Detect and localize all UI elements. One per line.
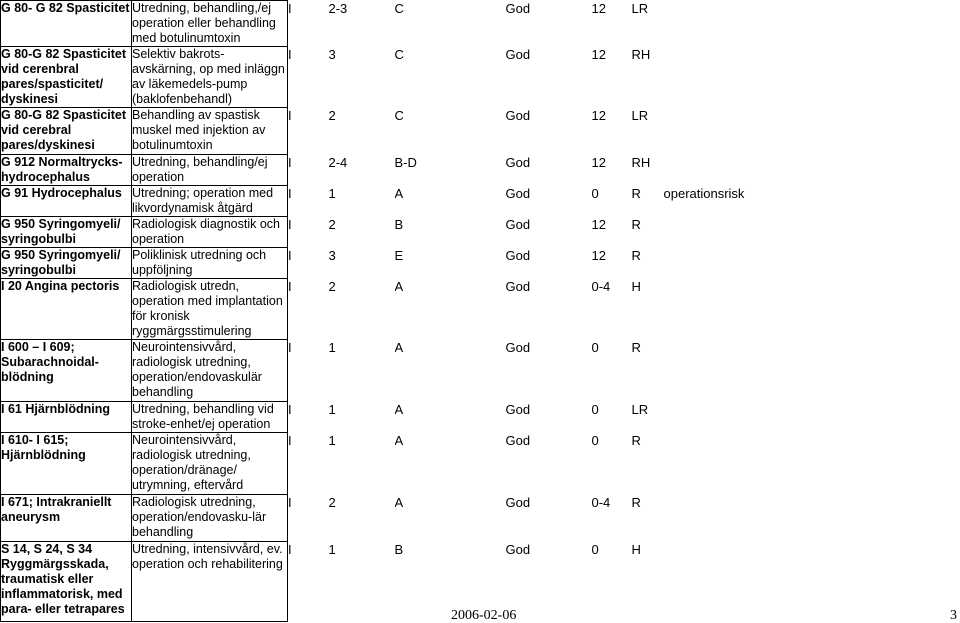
value-cell-4: God xyxy=(505,541,531,557)
value-cell-4: God xyxy=(505,278,531,294)
value-cell-1: I xyxy=(288,432,292,448)
value-cell-3: A xyxy=(394,278,404,294)
treatment-cell: Utredning, behandling,/ej operation eller behandling med botulinumtoxin xyxy=(132,1,288,47)
value-cell-4: God xyxy=(505,247,531,263)
value-cell-5: 12 xyxy=(591,107,606,123)
value-cell-5: 0-4 xyxy=(591,278,611,294)
value-cell-4: God xyxy=(505,185,531,201)
treatment-cell: Selektiv bakrots-avskärning, op med inläggn av läkemedels-pump (baklofenbehandl) xyxy=(132,47,288,108)
comment-cell xyxy=(664,402,774,433)
value-cell-1: I xyxy=(288,107,292,123)
diagnosis-code-cell: G 80-G 82 Spasticitet vid cerebral pares/dyskinesi xyxy=(1,108,132,155)
treatment-cell: Utredning, behandling/ej operation xyxy=(132,155,288,186)
value-cell-6: LR xyxy=(631,401,649,417)
comment-cell xyxy=(664,217,774,248)
value-cell-6: RH xyxy=(631,154,651,170)
value-cell-4: God xyxy=(505,432,531,448)
value-cell-2: 2-4 xyxy=(328,154,348,170)
treatment-cell: Utredning, behandling vid stroke-enhet/ej operation xyxy=(132,402,288,433)
value-cell-2: 2-3 xyxy=(328,0,348,16)
value-cell-2: 1 xyxy=(328,541,336,557)
value-cell-5: 0 xyxy=(591,432,599,448)
value-cell-6: H xyxy=(631,278,641,294)
value-cell-5: 0-4 xyxy=(591,494,611,510)
value-cell-3: C xyxy=(394,0,404,16)
treatment-cell: Neurointensivvård, radiologisk utredning, operation/endovaskulär behandling xyxy=(132,340,288,402)
table-row xyxy=(1,340,774,402)
table-row xyxy=(1,402,774,433)
treatment-cell: Utredning, intensivvård, ev. operation och rehabilitering xyxy=(132,542,288,622)
value-cell-6: R xyxy=(631,432,641,448)
table-row xyxy=(1,1,774,47)
value-cell-6: LR xyxy=(631,107,649,123)
value-cell-2: 2 xyxy=(328,107,336,123)
value-cell-1: I xyxy=(288,185,292,201)
diagnosis-code-cell: I 61 Hjärnblödning xyxy=(1,402,132,433)
treatment-cell: Radiologisk utredning, operation/endovasku-lär behandling xyxy=(132,495,288,542)
table-row xyxy=(1,495,774,542)
treatment-cell: Behandling av spastisk muskel med injektion av botulinumtoxin xyxy=(132,108,288,155)
treatment-cell: Utredning; operation med likvordynamisk åtgärd xyxy=(132,186,288,217)
value-cell-3: A xyxy=(394,401,404,417)
value-cell-4: God xyxy=(505,494,531,510)
comment-cell xyxy=(664,340,774,402)
value-cell-3: E xyxy=(394,247,404,263)
diagnosis-code-cell: G 950 Syringomyeli/ syringobulbi xyxy=(1,248,132,279)
value-cell-4: God xyxy=(505,339,531,355)
comment-cell xyxy=(664,155,774,186)
value-cell-5: 12 xyxy=(591,247,606,263)
table-row xyxy=(1,433,774,495)
value-cell-2: 2 xyxy=(328,216,336,232)
value-cell-5: 12 xyxy=(591,46,606,62)
table-row xyxy=(1,155,774,186)
comment-cell xyxy=(664,495,774,542)
value-cell-5: 12 xyxy=(591,0,606,16)
footer-date: 2006-02-06 xyxy=(451,608,517,623)
value-cell-4: God xyxy=(505,216,531,232)
value-cell-1: I xyxy=(288,339,292,355)
value-cell-1: I xyxy=(288,401,292,417)
value-cell-6: RH xyxy=(631,46,651,62)
value-cell-1: I xyxy=(288,154,292,170)
comment-cell xyxy=(664,279,774,340)
diagnosis-code-cell: I 20 Angina pectoris xyxy=(1,279,132,340)
value-cell-2: 1 xyxy=(328,401,336,417)
value-cell-4: God xyxy=(505,0,531,16)
diagnosis-code-cell: G 80-G 82 Spasticitet vid cerenbral pares/spasticitet/ dyskinesi xyxy=(1,47,132,108)
comment-cell xyxy=(664,433,774,495)
value-cell-5: 0 xyxy=(591,541,599,557)
value-cell-2: 2 xyxy=(328,278,336,294)
diagnosis-code-cell: G 91 Hydrocephalus xyxy=(1,186,132,217)
value-cell-6: R xyxy=(631,339,641,355)
value-cell-4: God xyxy=(505,401,531,417)
value-cell-6: H xyxy=(631,541,641,557)
value-cell-2: 1 xyxy=(328,339,336,355)
value-cell-1: I xyxy=(288,494,292,510)
treatment-cell: Neurointensivvård, radiologisk utredning, operation/dränage/ utrymning, eftervård xyxy=(132,433,288,495)
comment-cell xyxy=(664,108,774,155)
value-cell-5: 0 xyxy=(591,401,599,417)
value-cell-2: 1 xyxy=(328,185,336,201)
value-cell-5: 12 xyxy=(591,154,606,170)
comment-cell xyxy=(664,1,774,47)
diagnosis-code-cell: I 600 – I 609; Subarachnoidal-blödning xyxy=(1,340,132,402)
value-cell-1: I xyxy=(288,278,292,294)
value-cell-6: LR xyxy=(631,0,649,16)
value-cell-6: R xyxy=(631,494,641,510)
diagnosis-code-cell: I 671; Intrakraniellt aneurysm xyxy=(1,495,132,542)
value-cell-3: B xyxy=(394,541,404,557)
value-cell-3: C xyxy=(394,107,404,123)
value-cell-3: A xyxy=(394,494,404,510)
table-row xyxy=(1,186,774,217)
value-cell-3: B-D xyxy=(394,154,417,170)
diagnosis-code-cell: G 80- G 82 Spasticitet xyxy=(1,1,132,47)
comment-cell xyxy=(664,248,774,279)
value-cell-1: I xyxy=(288,247,292,263)
table-row xyxy=(1,217,774,248)
value-cell-3: A xyxy=(394,339,404,355)
treatment-cell: Radiologisk diagnostik och operation xyxy=(132,217,288,248)
diagnosis-code-cell: G 950 Syringomyeli/ syringobulbi xyxy=(1,217,132,248)
table-row xyxy=(1,542,774,622)
value-cell-4: God xyxy=(505,107,531,123)
value-cell-1: I xyxy=(288,541,292,557)
diagnosis-code-cell: S 14, S 24, S 34 Ryggmärgsskada, traumatisk eller inflammatorisk, med para- eller tetrapares xyxy=(1,542,132,622)
value-cell-5: 0 xyxy=(591,339,599,355)
table-row xyxy=(1,279,774,340)
treatment-cell: Poliklinisk utredning och uppföljning xyxy=(132,248,288,279)
value-cell-1: I xyxy=(288,46,292,62)
diagnosis-code-cell: G 912 Normaltrycks-hydrocephalus xyxy=(1,155,132,186)
value-cell-6: R xyxy=(631,216,641,232)
value-cell-3: C xyxy=(394,46,404,62)
value-cell-4: God xyxy=(505,46,531,62)
value-cell-2: 3 xyxy=(328,247,336,263)
value-cell-6: R xyxy=(631,247,641,263)
table-row xyxy=(1,108,774,155)
value-cell-3: B xyxy=(394,216,404,232)
diagnosis-code-cell: I 610- I 615; Hjärnblödning xyxy=(1,433,132,495)
value-cell-5: 12 xyxy=(591,216,606,232)
value-cell-1: I xyxy=(288,216,292,232)
value-cell-2: 3 xyxy=(328,46,336,62)
comment-cell xyxy=(664,542,774,622)
value-cell-5: 0 xyxy=(591,185,599,201)
value-cell-6: R xyxy=(631,185,641,201)
comment-cell xyxy=(664,47,774,108)
value-cell-4: God xyxy=(505,154,531,170)
value-cell-3: A xyxy=(394,432,404,448)
treatment-cell: Radiologisk utredn, operation med implantation för kronisk ryggmärgsstimulering xyxy=(132,279,288,340)
value-cell-2: 1 xyxy=(328,432,336,448)
page-number: 3 xyxy=(950,608,957,623)
priority-table-body xyxy=(1,1,774,622)
comment-cell: operationsrisk xyxy=(663,185,745,201)
value-cell-1: I xyxy=(288,0,292,16)
table-row xyxy=(1,248,774,279)
table-row xyxy=(1,47,774,108)
value-cell-2: 2 xyxy=(328,494,336,510)
value-cell-3: A xyxy=(394,185,404,201)
